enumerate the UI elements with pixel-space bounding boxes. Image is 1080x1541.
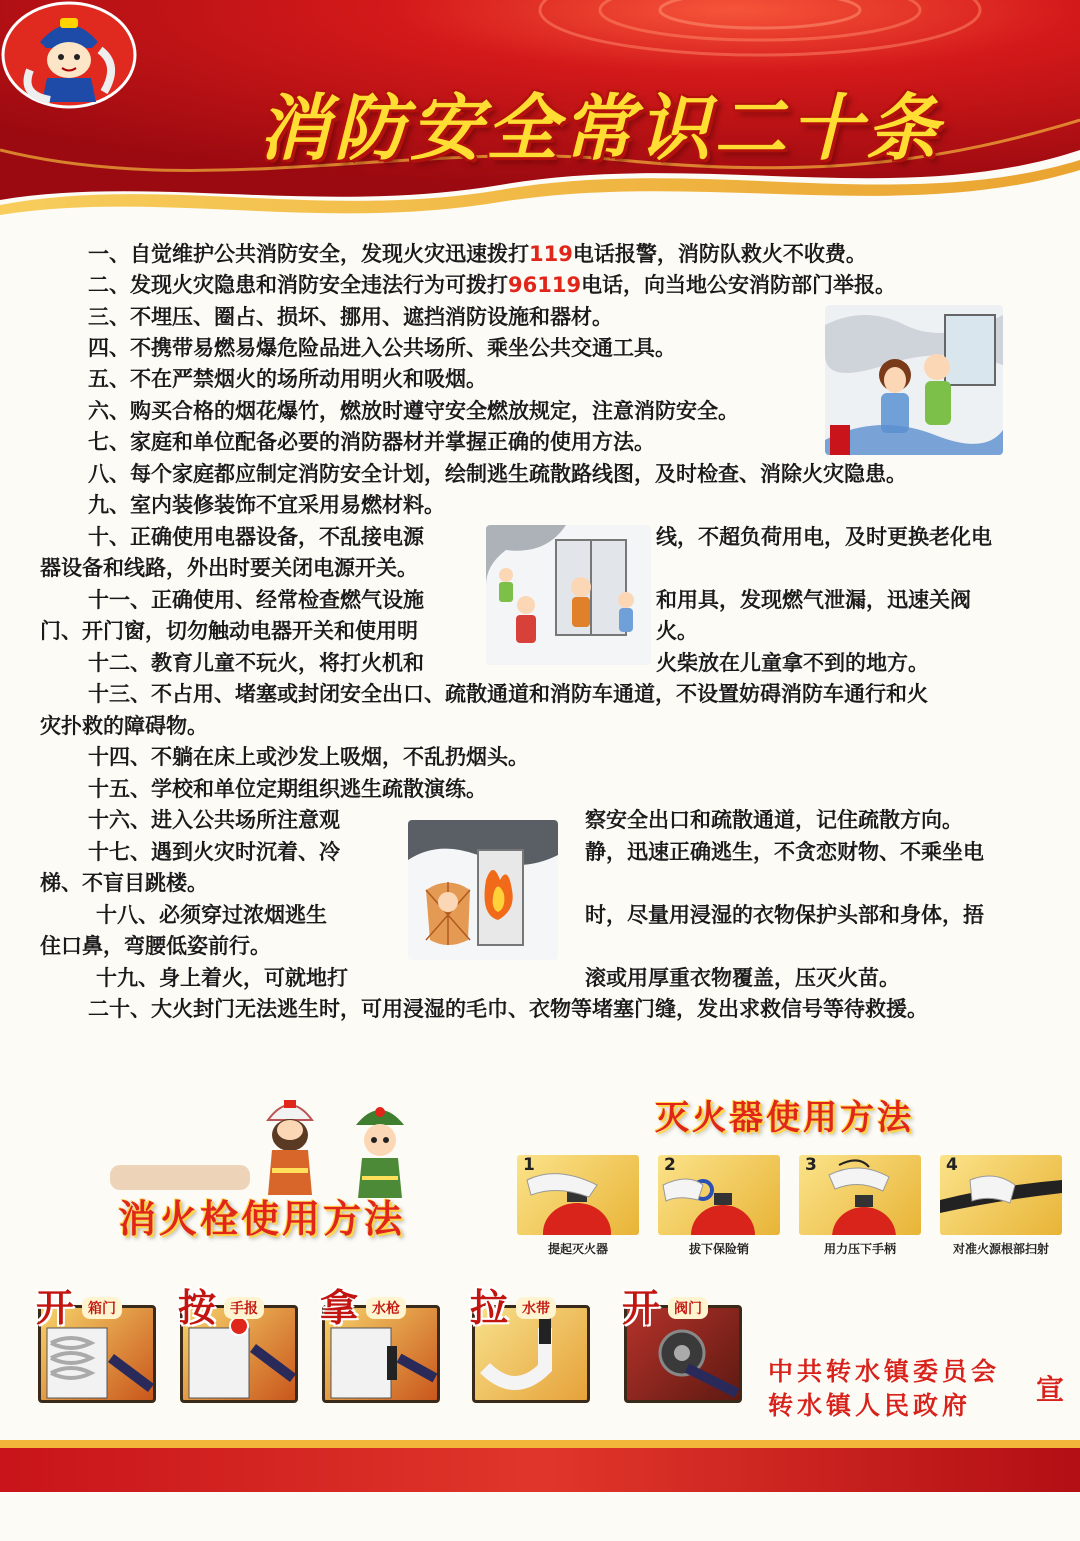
extinguisher-step-4-label: 对准火源根部扫射 [952, 1242, 1049, 1256]
phone-96119: 96119 [508, 273, 582, 297]
rule-16-part-a: 十六、进入公共场所注意观 [88, 808, 340, 832]
header-banner [0, 0, 1080, 230]
rule-10-part-b: 线，不超负荷用电，及时更换老化电 [656, 525, 992, 549]
footer-band [0, 1440, 1080, 1500]
rule-18-part-b: 时，尽量用浸湿的衣物保护头部和身体，捂 [585, 903, 984, 927]
rule-10-part-c: 器设备和线路，外出时要关闭电源开关。 [40, 556, 418, 580]
rule-12-part-b: 火柴放在儿童拿不到的地方。 [656, 651, 929, 675]
rule-7: 七、家庭和单位配备必要的消防器材并掌握正确的使用方法。 [88, 430, 655, 454]
firefighter-mascot-icon [0, 0, 138, 110]
extinguisher-step-2: 2 [658, 1155, 780, 1235]
rule-8: 八、每个家庭都应制定消防安全计划，绘制逃生疏散路线图，及时检查、消除火灾隐患。 [88, 462, 907, 486]
rule-11-part-c: 门、开门窗，切勿触动电器开关和使用明 [40, 619, 418, 643]
rule-13-part-c: 灾扑救的障碍物。 [40, 714, 208, 738]
extinguisher-step-2-label: 拔下保险销 [688, 1242, 749, 1256]
rule-12-part-a: 十二、教育儿童不玩火，将打火机和 [88, 651, 424, 675]
hydrant-step-pull-hose: 拉 水带 [472, 1285, 590, 1403]
rule-9: 九、室内装修装饰不宜采用易燃材料。 [88, 493, 445, 517]
hydrant-usage-title: 消火栓使用方法 [118, 1196, 406, 1241]
rule-18-part-a: 十八、必须穿过浓烟逃生 [96, 903, 327, 927]
rule-11-part-b: 和用具，发现燃气泄漏，迅速关阀 [656, 588, 971, 612]
rule-1: 一、自觉维护公共消防安全，发现火灾迅速拨打119电话报警，消防队救火不收费。 [88, 242, 867, 266]
press-handle-icon [799, 1155, 921, 1235]
extinguisher-step-1: 1 [517, 1155, 639, 1235]
rule-10-part-a: 十、正确使用电器设备，不乱接电源 [88, 525, 424, 549]
hydrant-step-take-nozzle: 拿 水枪 [322, 1285, 440, 1403]
extinguisher-step-3-label: 用力压下手柄 [823, 1242, 896, 1256]
issuer-town-government: 转水镇人民政府 [768, 1391, 972, 1420]
rule-17-part-c: 梯、不盲目跳楼。 [40, 871, 208, 895]
rule-19-part-b: 滚或用厚重衣物覆盖，压灭火苗。 [585, 966, 900, 990]
rule-17-part-a: 十七、遇到火灾时沉着、冷 [88, 840, 340, 864]
rule-18-part-c: 住口鼻，弯腰低姿前行。 [40, 934, 271, 958]
pull-pin-icon [658, 1155, 780, 1235]
rule-4: 四、不携带易燃易爆危险品进入公共场所、乘坐公共交通工具。 [88, 336, 676, 360]
rule-14: 十四、不躺在床上或沙发上吸烟，不乱扔烟头。 [88, 745, 529, 769]
aim-fire-base-icon [940, 1155, 1062, 1235]
rule-15: 十五、学校和单位定期组织逃生疏散演练。 [88, 777, 487, 801]
rule-16-part-b: 察安全出口和疏散通道，记住疏散方向。 [585, 808, 963, 832]
smoke-escape-illustration [408, 820, 558, 960]
page-title: 消防安全常识二十条 [258, 86, 943, 170]
escape-illustration-1 [825, 305, 1003, 455]
rule-2: 二、发现火灾隐患和消防安全违法行为可拨打96119电话，向当地公安消防部门举报。 [88, 273, 897, 297]
rule-19-part-a: 十九、身上着火，可就地打 [96, 966, 348, 990]
extinguisher-step-4: 4 [940, 1155, 1062, 1235]
rule-17-part-b: 静，迅速正确逃生，不贪恋财物、不乘坐电 [585, 840, 984, 864]
lift-extinguisher-icon [517, 1155, 639, 1235]
rule-11-part-a: 十一、正确使用、经常检查燃气设施 [88, 588, 424, 612]
phone-119: 119 [529, 242, 573, 266]
rule-13-part-a: 十三、不占用、堵塞或封闭安全出口、疏散通道和消防车通道，不设置妨碍消防车通行和火 [88, 682, 928, 706]
rule-5: 五、不在严禁烟火的场所动用明火和吸烟。 [88, 367, 487, 391]
extinguisher-usage-title: 灭火器使用方法 [655, 1098, 914, 1138]
escape-illustration-2 [486, 525, 651, 665]
rule-11-part-d: 火。 [656, 619, 698, 643]
rule-20: 二十、大火封门无法逃生时，可用浸湿的毛巾、衣物等堵塞门缝，发出求救信号等待救援。 [88, 997, 928, 1021]
rule-3: 三、不埋压、圈占、损坏、挪用、遮挡消防设施和器材。 [88, 305, 613, 329]
hydrant-step-press-alarm: 按 手报 [180, 1285, 298, 1403]
firefighter-characters [110, 1090, 430, 1200]
hydrant-step-open-box: 开 箱门 [38, 1285, 156, 1403]
extinguisher-step-3: 3 [799, 1155, 921, 1235]
hydrant-step-open-valve: 开 阀门 [624, 1285, 742, 1403]
rule-6: 六、购买合格的烟花爆竹，燃放时遵守安全燃放规定，注意消防安全。 [88, 399, 739, 423]
extinguisher-step-1-label: 提起灭火器 [547, 1242, 608, 1256]
issuer-party-committee: 中共转水镇委员会 [768, 1357, 1001, 1386]
issuer-suffix: 宣 [1036, 1373, 1065, 1406]
